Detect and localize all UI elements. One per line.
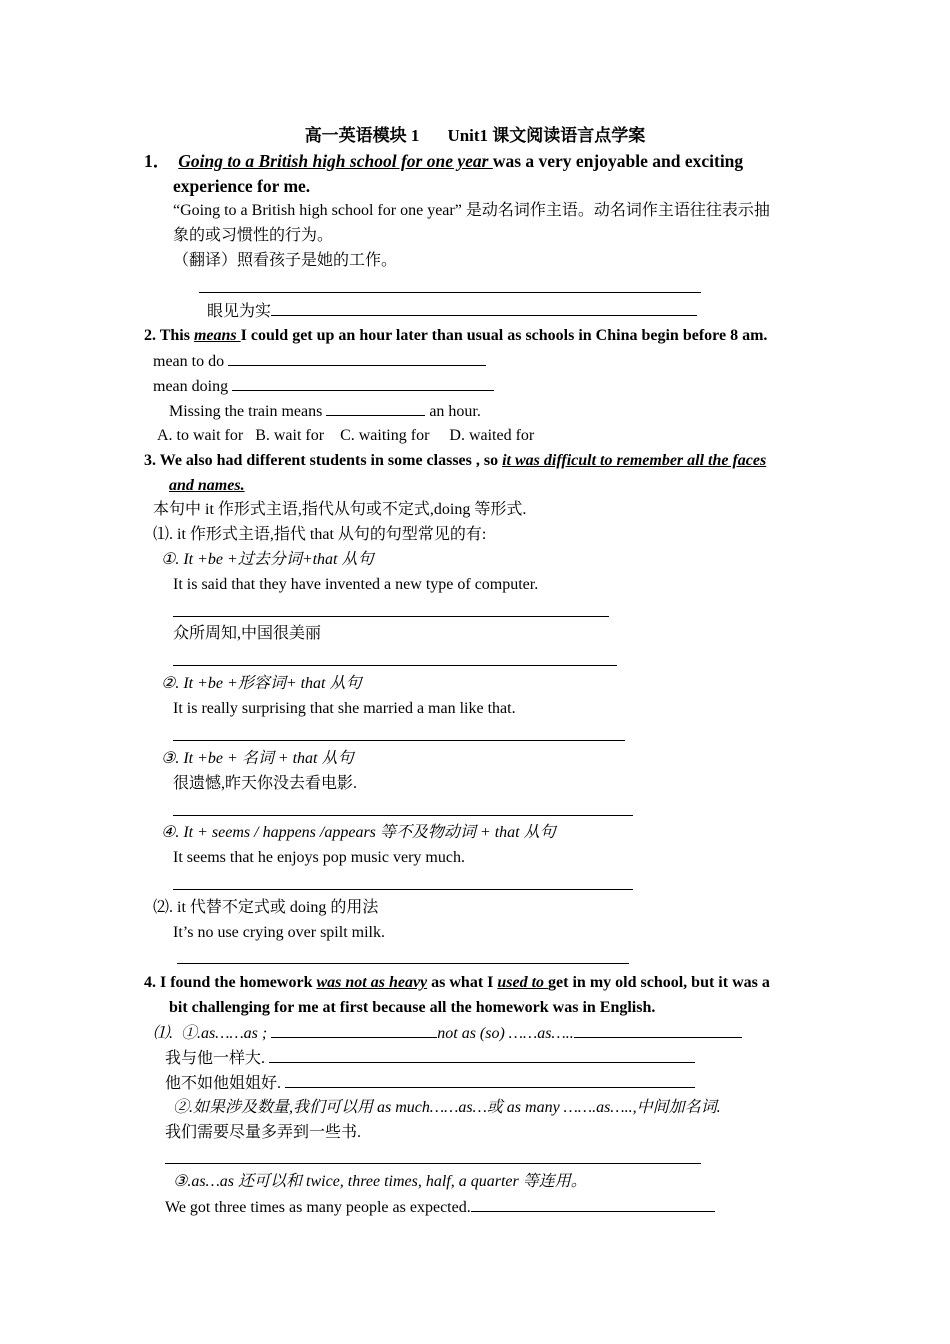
q2-options: A. to wait for B. wait for C. waiting for D. waited for xyxy=(157,427,535,444)
q1-note-line2: 象的或习惯性的行为。 xyxy=(173,227,334,244)
q4-pattern2-answer-line[interactable] xyxy=(165,1163,701,1164)
q3-pattern3-heading: ③. It +be + 名词 + that 从句 xyxy=(161,750,354,767)
q3-pattern3-answer-line[interactable] xyxy=(173,815,633,816)
q1-sentence xyxy=(144,151,743,171)
q1-note-line1: “Going to a British high school for one year” 是动名词作主语。动名词作主语往往表示抽 xyxy=(173,202,770,219)
q1-answer-line-2[interactable] xyxy=(271,301,697,316)
q4-pattern2-heading: ②.如果涉及数量,我们可以用 as much……as…或 as many …….as…..,中间加名词. xyxy=(173,1099,721,1116)
q4-pattern3-example xyxy=(165,1197,715,1218)
q4-chinese-1-blank[interactable] xyxy=(269,1048,695,1063)
q2-mean-doing-blank[interactable] xyxy=(232,376,494,391)
q2-mean-doing xyxy=(153,376,494,397)
q3-underlined-cont: and names. xyxy=(169,477,245,494)
q1-sentence-cont: experience for me. xyxy=(173,176,311,196)
q3-part2-example: It’s no use crying over spilt milk. xyxy=(173,924,385,941)
q4-part1-pattern-a: ⑴. ①.as……as ; xyxy=(153,1025,272,1042)
q4-pattern2-chinese: 我们需要尽量多弄到一些书. xyxy=(165,1124,362,1141)
q2-mean-to-do-blank[interactable] xyxy=(228,351,486,366)
q3-pattern1-example: It is said that they have invented a new type of computer. xyxy=(173,576,539,593)
q3-part2-answer-line[interactable] xyxy=(177,963,629,964)
q4-underlined-phrase-1: was not as heavy xyxy=(316,974,428,991)
q2-example-blank[interactable] xyxy=(326,401,425,416)
q1-answer-line-1[interactable] xyxy=(199,292,701,293)
q4-underlined-phrase-2: used to xyxy=(497,974,549,991)
q2-mean-to-do-label: mean to do xyxy=(153,353,229,370)
q4-part1-heading xyxy=(153,1023,742,1044)
q1-underlined-subject: Going to a British high school for one year xyxy=(178,151,493,171)
q2-sentence-rest: I could get up an hour later than usual as schools in China begin before 8 am. xyxy=(240,327,768,344)
q3-pattern1-answer-line-2[interactable] xyxy=(173,665,617,666)
q3-pattern3-chinese: 很遗憾,昨天你没去看电影. xyxy=(173,775,358,792)
q3-pattern1-chinese: 众所周知,中国很美丽 xyxy=(173,625,322,642)
q2-example-start: Missing the train means xyxy=(169,403,327,420)
q2-sentence xyxy=(144,326,767,346)
q4-chinese-2-text: 他不如他姐姐好. xyxy=(165,1075,286,1092)
q3-pattern4-example: It seems that he enjoys pop music very much. xyxy=(173,849,465,866)
q3-note: 本句中 it 作形式主语,指代从句或不定式,doing 等形式. xyxy=(153,501,527,518)
q3-pattern2-answer-line[interactable] xyxy=(173,740,625,741)
q3-pattern4-answer-line[interactable] xyxy=(173,889,633,890)
title-module: 高一英语模块 1 xyxy=(304,126,420,145)
q4-chinese-2-blank[interactable] xyxy=(285,1073,695,1088)
q4-middle: as what I xyxy=(427,974,498,991)
q3-underlined-phrase: it was difficult to remember all the faces xyxy=(502,452,767,469)
q4-chinese-1 xyxy=(165,1048,695,1069)
q4-part1-blank-2[interactable] xyxy=(574,1023,742,1038)
q2-prefix: 2. This xyxy=(144,327,194,344)
q4-chinese-1-text: 我与他一样大. xyxy=(165,1050,270,1067)
q1-seeing-label: 眼见为实 xyxy=(207,303,272,320)
q4-pattern3-blank[interactable] xyxy=(471,1197,715,1212)
q3-pattern2-heading: ②. It +be +形容词+ that 从句 xyxy=(161,675,362,692)
q3-pattern1-heading: ①. It +be +过去分词+that 从句 xyxy=(161,551,374,568)
q4-pattern3-example-text: We got three times as many people as expected. xyxy=(165,1199,471,1216)
q3-part1-heading: ⑴. it 作形式主语,指代 that 从句的句型常见的有: xyxy=(153,526,487,543)
page-title xyxy=(0,126,950,146)
q1-sentence-rest: was a very enjoyable and exciting xyxy=(492,151,744,171)
q3-sentence xyxy=(144,451,766,471)
q3-part2-heading: ⑵. it 代替不定式或 doing 的用法 xyxy=(153,899,379,916)
q4-sentence-cont: bit challenging for me at first because all the homework was in English. xyxy=(169,999,656,1016)
title-unit: Unit1 课文阅读语言点学案 xyxy=(447,126,646,145)
q4-pattern3-heading: ③.as…as 还可以和 twice, three times, half, a quarter 等连用。 xyxy=(173,1173,587,1190)
q2-mean-doing-label: mean doing xyxy=(153,378,233,395)
q2-example-end: an hour. xyxy=(425,403,481,420)
q2-underlined-word: means xyxy=(193,327,241,344)
q3-pattern2-example: It is really surprising that she married a man like that. xyxy=(173,700,516,717)
q3-pattern4-heading: ④. It + seems / happens /appears 等不及物动词 + that 从句 xyxy=(161,824,556,841)
q4-part1-blank-1[interactable] xyxy=(271,1023,437,1038)
q1-translate-prompt: （翻译）照看孩子是她的工作。 xyxy=(173,252,398,269)
q2-example xyxy=(169,401,481,422)
q4-part1-pattern-b: not as (so) ……as….. xyxy=(437,1025,574,1042)
q3-pattern1-answer-line[interactable] xyxy=(173,616,609,617)
q2-mean-to-do xyxy=(153,351,486,372)
q4-chinese-2 xyxy=(165,1073,695,1094)
q4-sentence xyxy=(144,973,770,993)
q4-prefix: 4. I found the homework xyxy=(144,974,317,991)
q1-seeing-prompt xyxy=(207,301,697,322)
q4-sentence-rest: get in my old school, but it was a xyxy=(548,974,770,991)
q3-prefix: 3. We also had different students in some classes , so xyxy=(144,452,503,469)
q1-number: 1． xyxy=(144,151,171,171)
